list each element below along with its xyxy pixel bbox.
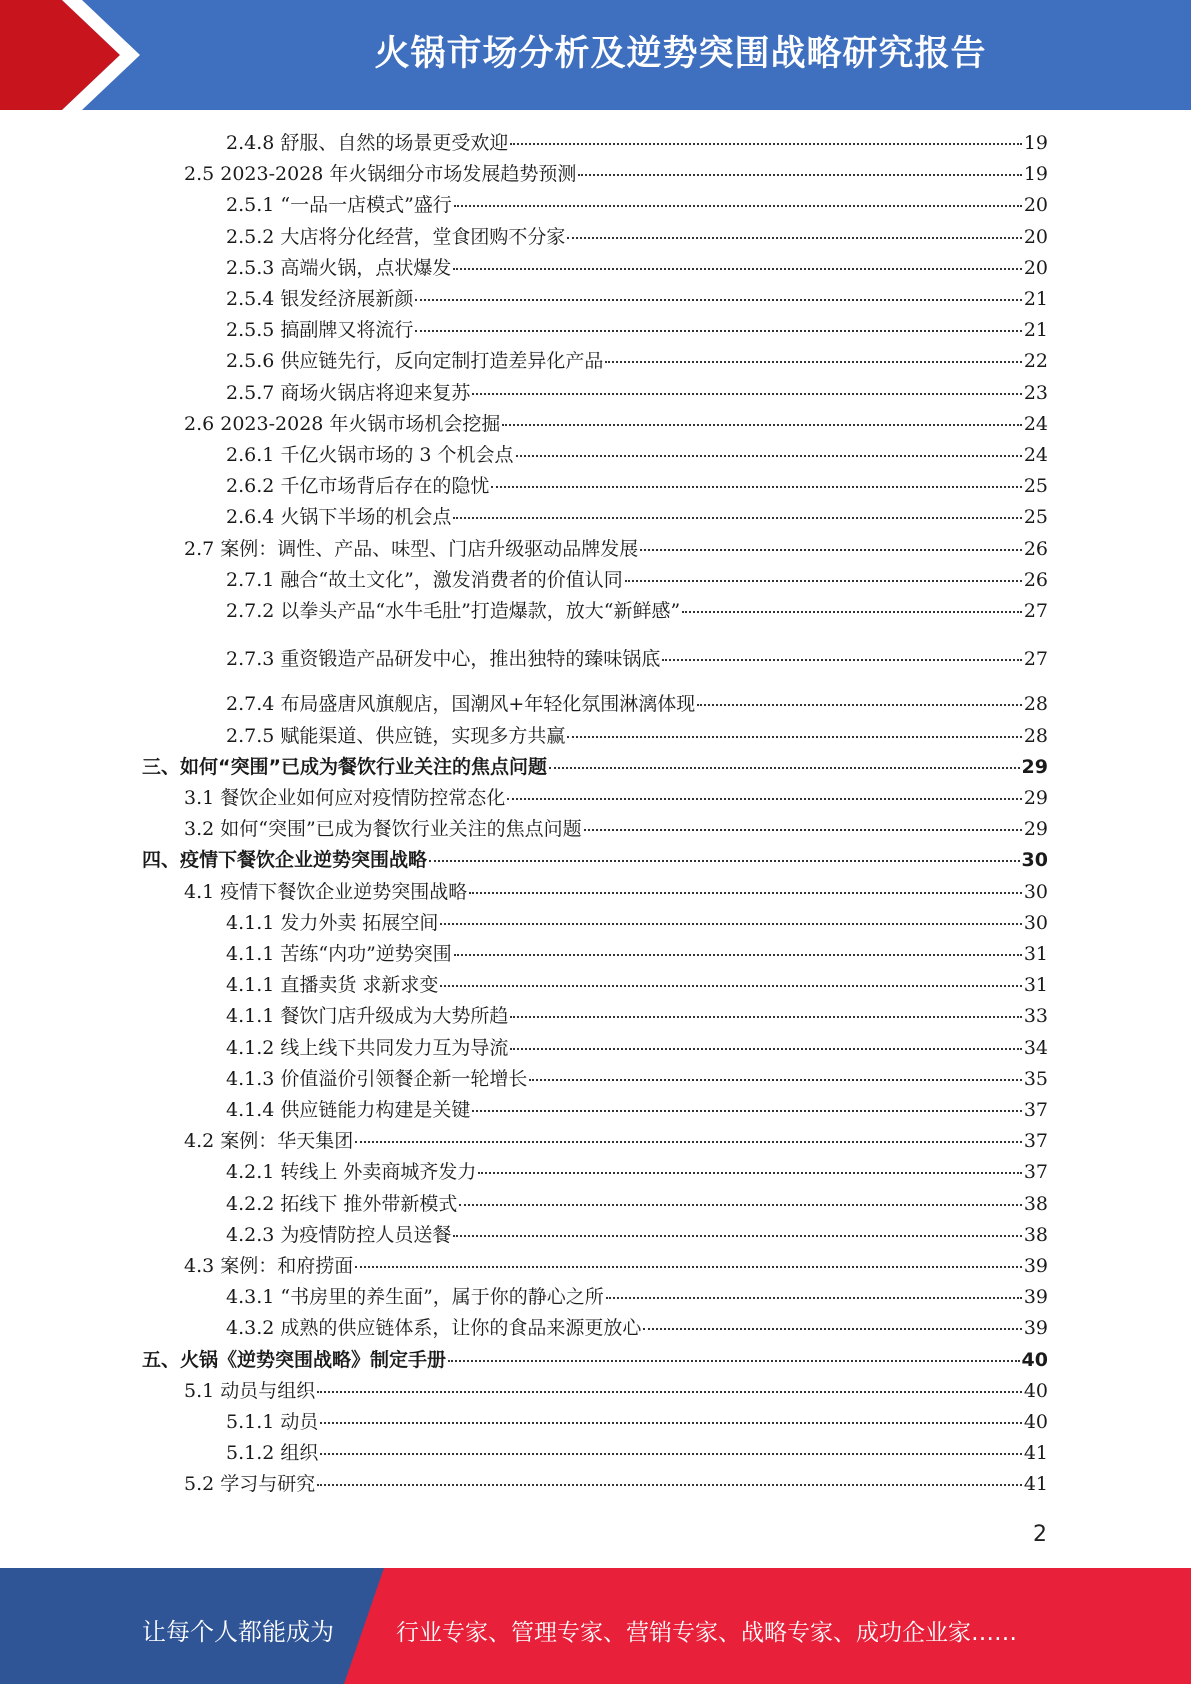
toc-subsection-entry[interactable] (226, 377, 1048, 404)
toc-entry-title: 5.1.1 动员 (226, 1411, 319, 1433)
toc-subsection-entry[interactable] (226, 470, 1048, 498)
toc-subsection-entry[interactable] (226, 564, 1048, 591)
toc-dot-leader (320, 1406, 1021, 1428)
toc-page-number: 30 (1021, 849, 1048, 872)
toc-page-number: 39 (1023, 1255, 1048, 1277)
toc-page-number: 30 (1023, 880, 1048, 903)
toc-dot-leader (510, 1000, 1021, 1022)
toc-subsection-entry[interactable] (226, 501, 1048, 529)
toc-page-number: 37 (1023, 1161, 1048, 1184)
toc-dot-leader (502, 408, 1021, 430)
toc-subsection-entry[interactable] (226, 1312, 1048, 1340)
toc-dot-leader (491, 470, 1021, 492)
toc-subsection-entry[interactable] (226, 1000, 1048, 1028)
toc-page-number: 27 (1023, 648, 1048, 671)
toc-entry-title: 3.1 餐饮企业如何应对疫情防控常态化 (184, 787, 506, 809)
toc-dot-leader (662, 643, 1021, 665)
toc-page-number: 33 (1023, 1005, 1048, 1028)
toc-entry-title: 4.1.4 供应链能力构建是关键 (226, 1099, 471, 1121)
toc-entry-title: 2.7.4 布局盛唐风旗舰店，国潮风+年轻化氛围淋漓体现 (226, 693, 696, 716)
toc-entry-title: 2.5.4 银发经济展新颜 (226, 288, 414, 310)
toc-subsection-entry[interactable] (226, 1156, 1048, 1184)
toc-dot-leader (454, 189, 1022, 211)
toc-section-entry[interactable] (184, 158, 1048, 186)
toc-chapter-entry[interactable] (142, 1344, 1048, 1371)
toc-page-number: 26 (1023, 568, 1048, 591)
toc-dot-leader (472, 377, 1021, 399)
toc-entry-title: 4.3.2 成熟的供应链体系，让你的食品来源更放心 (226, 1317, 642, 1340)
toc-subsection-entry[interactable] (226, 1032, 1048, 1059)
toc-page-number: 19 (1023, 132, 1048, 154)
toc-subsection-entry[interactable] (226, 1094, 1048, 1121)
toc-dot-leader (584, 813, 1022, 835)
toc-page-number: 37 (1023, 1099, 1048, 1121)
toc-entry-title: 四、疫情下餐饮企业逆势突围战略 (142, 849, 428, 872)
toc-page-number: 30 (1023, 911, 1048, 934)
toc-entry-title: 4.2.3 为疫情防控人员送餐 (226, 1223, 452, 1246)
toc-entry-title: 4.2.1 转线上 外卖商城齐发力 (226, 1161, 477, 1184)
toc-page-number: 21 (1023, 288, 1048, 310)
toc-dot-leader (606, 1281, 1022, 1303)
toc-dot-leader (415, 283, 1021, 305)
toc-page-number: 39 (1023, 1317, 1048, 1340)
toc-entry-title: 4.3.1 “书房里的养生面”，属于你的静心之所 (226, 1286, 604, 1309)
toc-dot-leader (478, 1156, 1021, 1178)
toc-section-entry[interactable] (184, 876, 1048, 903)
toc-chapter-entry[interactable] (142, 844, 1048, 872)
toc-subsection-entry[interactable] (226, 252, 1048, 279)
toc-page-number: 41 (1023, 1473, 1048, 1496)
toc-page-number: 20 (1023, 194, 1048, 217)
toc-page-number: 27 (1023, 600, 1048, 622)
toc-dot-leader (529, 1063, 1021, 1085)
toc-dot-leader (440, 969, 1021, 991)
toc-subsection-entry[interactable] (226, 1281, 1048, 1309)
toc-page-number: 38 (1023, 1192, 1048, 1215)
toc-dot-leader (472, 1094, 1021, 1116)
toc-dot-leader (448, 1344, 1020, 1366)
toc-dot-leader (469, 876, 1022, 898)
toc-page-number: 19 (1023, 163, 1048, 186)
toc-page-number: 22 (1023, 350, 1048, 373)
toc-entry-title: 2.7.5 赋能渠道、供应链，实现多方共赢 (226, 724, 566, 747)
toc-subsection-entry[interactable] (226, 189, 1048, 217)
toc-dot-leader (453, 252, 1021, 274)
toc-dot-leader (549, 751, 1020, 773)
toc-subsection-entry[interactable] (226, 1437, 1048, 1465)
toc-page-number: 37 (1023, 1130, 1048, 1153)
toc-dot-leader (625, 564, 1022, 586)
toc-dot-leader (320, 1437, 1021, 1459)
toc-entry-title: 2.5.1 “一品一店模式”盛行 (226, 194, 452, 217)
toc-section-entry[interactable] (184, 1125, 1048, 1153)
toc-section-entry[interactable] (184, 782, 1048, 809)
toc-page-number: 35 (1023, 1067, 1048, 1090)
toc-dot-leader (578, 158, 1021, 180)
toc-section-entry[interactable] (184, 408, 1048, 435)
toc-dot-leader (453, 1219, 1021, 1241)
toc-entry-title: 2.5.3 高端火锅，点状爆发 (226, 256, 452, 279)
toc-entry-title: 2.7 案例：调性、产品、味型、门店升级驱动品牌发展 (184, 537, 639, 560)
page-footer (0, 1568, 1191, 1684)
toc-page-number: 23 (1023, 381, 1048, 404)
toc-subsection-entry[interactable] (226, 1188, 1048, 1215)
toc-dot-leader (355, 1125, 1022, 1147)
toc-entry-title: 2.7.2 以拳头产品“水牛毛肚”打造爆款，放大“新鲜感” (226, 600, 681, 622)
toc-page-number: 40 (1023, 1411, 1048, 1433)
toc-dot-leader (454, 938, 1022, 960)
toc-entry-title: 2.5.6 供应链先行，反向定制打造差异化产品 (226, 350, 604, 373)
toc-dot-leader (355, 1250, 1022, 1272)
toc-entry-title: 3.2 如何“突围”已成为餐饮行业关注的焦点问题 (184, 818, 582, 841)
toc-entry-title: 2.5.7 商场火锅店将迎来复苏 (226, 381, 471, 404)
toc-page-number: 31 (1023, 974, 1048, 997)
toc-dot-leader (415, 314, 1021, 336)
toc-entry-title: 4.1.2 线上线下共同发力互为导流 (226, 1036, 509, 1059)
toc-subsection-entry[interactable] (226, 439, 1048, 466)
toc-page-number: 28 (1023, 693, 1048, 716)
toc-subsection-entry[interactable] (226, 907, 1048, 934)
toc-page-number: 34 (1023, 1036, 1048, 1059)
toc-page-number: 40 (1021, 1348, 1048, 1371)
toc-dot-leader (510, 1032, 1021, 1054)
toc-section-entry[interactable] (184, 1375, 1048, 1402)
toc-entry-title: 2.5.5 搞副牌又将流行 (226, 319, 414, 342)
toc-dot-leader (605, 345, 1021, 367)
toc-subsection-entry[interactable] (226, 938, 1048, 965)
toc-page-number: 29 (1023, 787, 1048, 809)
toc-page-number: 24 (1023, 444, 1048, 466)
toc-subsection-entry[interactable] (226, 283, 1048, 310)
page-number: 2 (1033, 1522, 1047, 1547)
toc-page-number: 39 (1023, 1286, 1048, 1309)
toc-subsection-entry[interactable] (226, 1219, 1048, 1246)
toc-page-number: 21 (1023, 319, 1048, 342)
toc-entry-title: 4.1.1 直播卖货 求新求变 (226, 974, 439, 997)
toc-page-number: 31 (1023, 943, 1048, 965)
toc-entry-title: 4.1.3 价值溢价引领餐企新一轮增长 (226, 1067, 528, 1090)
toc-dot-leader (510, 127, 1021, 149)
toc-subsection-entry[interactable] (226, 595, 1048, 622)
toc-section-entry[interactable] (184, 813, 1048, 841)
toc-entry-title: 4.2.2 拓线下 推外带新模式 (226, 1192, 458, 1215)
toc-page-number: 24 (1023, 412, 1048, 435)
toc-entry-title: 2.4.8 舒服、自然的场景更受欢迎 (226, 132, 509, 154)
toc-page-number: 26 (1023, 537, 1048, 560)
toc-entry-title: 4.2 案例：华天集团 (184, 1130, 354, 1153)
toc-entry-title: 2.6 2023-2028 年火锅市场机会挖掘 (184, 412, 501, 435)
toc-dot-leader (507, 782, 1022, 804)
toc-dot-leader (697, 688, 1022, 710)
toc-section-entry[interactable] (184, 533, 1048, 560)
toc-dot-leader (516, 439, 1022, 461)
toc-dot-leader (440, 907, 1021, 929)
toc-page-number: 29 (1023, 818, 1048, 841)
toc-entry-title: 2.6.4 火锅下半场的机会点 (226, 506, 452, 529)
toc-subsection-entry[interactable] (226, 345, 1048, 373)
toc-entry-title: 五、火锅《逆势突围战略》制定手册 (142, 1348, 447, 1371)
toc-dot-leader (567, 720, 1021, 742)
toc-entry-title: 2.5 2023-2028 年火锅细分市场发展趋势预测 (184, 163, 577, 186)
toc-section-entry[interactable] (184, 1468, 1048, 1496)
toc-page-number: 29 (1021, 755, 1048, 778)
toc-subsection-entry[interactable] (226, 1063, 1048, 1090)
toc-subsection-entry[interactable] (226, 314, 1048, 342)
toc-entry-title: 4.1.1 发力外卖 拓展空间 (226, 911, 439, 934)
toc-dot-leader (567, 221, 1021, 243)
toc-subsection-entry[interactable] (226, 969, 1048, 997)
toc-subsection-entry[interactable] (226, 127, 1048, 154)
toc-subsection-entry[interactable] (226, 720, 1048, 747)
toc-entry-title: 2.6.1 千亿火锅市场的 3 个机会点 (226, 444, 514, 466)
toc-dot-leader (640, 533, 1022, 555)
toc-page-number: 28 (1023, 724, 1048, 747)
toc-page-number: 20 (1023, 256, 1048, 279)
toc-entry-title: 4.3 案例：和府捞面 (184, 1255, 354, 1277)
toc-chapter-entry[interactable] (142, 751, 1048, 778)
toc-dot-leader (643, 1312, 1021, 1334)
toc-dot-leader (682, 595, 1022, 617)
footer-slogan-left: 让每个人都能成为 (142, 1618, 334, 1646)
toc-entry-title: 5.1.2 组织 (226, 1442, 319, 1465)
report-title: 火锅市场分析及逆势突围战略研究报告 (374, 34, 987, 74)
toc-page-number: 38 (1023, 1223, 1048, 1246)
toc-dot-leader (453, 501, 1021, 523)
toc-page-number: 41 (1023, 1442, 1048, 1465)
toc-subsection-entry[interactable] (226, 221, 1048, 248)
toc-page-number: 25 (1023, 506, 1048, 529)
toc-page-number: 25 (1023, 475, 1048, 498)
toc-entry-title: 三、如何“突围”已成为餐饮行业关注的焦点问题 (142, 755, 547, 778)
toc-entry-title: 5.1 动员与组织 (184, 1379, 316, 1402)
toc-entry-title: 4.1.1 苦练“内功”逆势突围 (226, 943, 452, 965)
page-header (0, 0, 1191, 110)
toc-page-number: 40 (1023, 1379, 1048, 1402)
toc-entry-title: 2.5.2 大店将分化经营，堂食团购不分家 (226, 225, 566, 248)
toc-entry-title: 2.6.2 千亿市场背后存在的隐忧 (226, 475, 490, 498)
toc-entry-title: 2.7.1 融合“故土文化”，激发消费者的价值认同 (226, 568, 623, 591)
toc-subsection-entry[interactable] (226, 1406, 1048, 1433)
header-arrow-decoration (0, 0, 180, 110)
footer-slogan-right: 行业专家、管理专家、营销专家、战略专家、成功企业家…… (396, 1620, 1017, 1646)
toc-entry-title: 5.2 学习与研究 (184, 1473, 316, 1496)
toc-entry-title: 4.1 疫情下餐饮企业逆势突围战略 (184, 880, 468, 903)
toc-dot-leader (459, 1188, 1021, 1210)
toc-subsection-entry[interactable] (226, 688, 1048, 716)
toc-dot-leader (429, 844, 1020, 866)
toc-subsection-entry[interactable] (226, 643, 1048, 671)
toc-entry-title: 2.7.3 重资锻造产品研发中心，推出独特的臻味锅底 (226, 648, 661, 671)
toc-page-number: 20 (1023, 225, 1048, 248)
toc-dot-leader (317, 1375, 1022, 1397)
toc-dot-leader (317, 1468, 1022, 1490)
toc-entry-title: 4.1.1 餐饮门店升级成为大势所趋 (226, 1005, 509, 1028)
toc-section-entry[interactable] (184, 1250, 1048, 1277)
